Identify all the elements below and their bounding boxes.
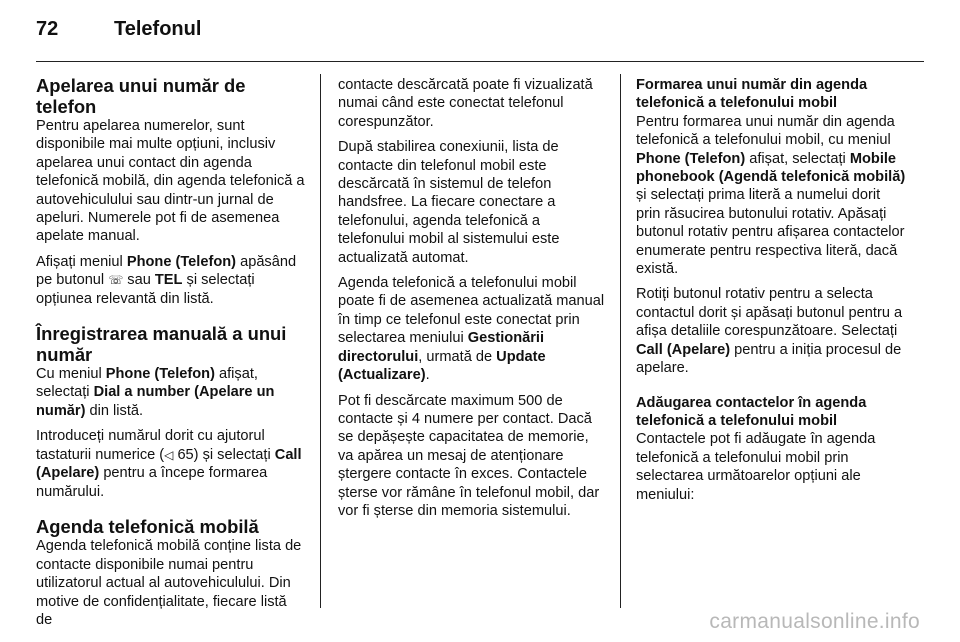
- column-2: [338, 76, 608, 527]
- chapter-title: Telefonul: [114, 18, 202, 40]
- paragraph-contacts-download: După stabilirea conexiunii, lista de contacte din telefonul mobil este descărcată în sistemul de telefon handsfree. La fiecare conectare a telefonului, agenda telefonică a telefonului mobil al sistemului este actualizată automat.: [338, 139, 560, 266]
- paragraph-add-contacts: Contactele pot fi adăugate în agenda telefonică a telefonului mobil prin selectarea următoarelor opțiuni ale meniului:: [636, 431, 876, 503]
- phone-icon: ☏: [108, 273, 124, 288]
- paragraph-dial-from-phonebook: Pentru formarea unui număr din agenda telefonică a telefonului mobil, cu meniul Phone (Telefon) afișat, selectați Mobile phonebook (Agendă telefonică mobilă) și selectați prima literă a numelui dorit prin răsucirea butonului rotativ. Apăsați butonul rotativ pentru afișarea contactelor enumerate pentru respectiva literă, dacă există.: [636, 113, 906, 278]
- paragraph-manual-update: Agenda telefonică a telefonului mobil poate fi de asemenea actualizată manual în timp ce telefonul este conectat prin selectarea meniului Gestionării directorului, urmată de Update (Actualizare).: [338, 275, 605, 384]
- paragraph-select-contact: Rotiți butonul rotativ pentru a selecta contactul dorit și apăsați butonul pentru a afișa detaliile corespunzătoare. Selectați Call (Apelare) pentru a iniția procesul de apelare.: [636, 286, 903, 377]
- paragraph-dial-intro: Pentru apelarea numerelor, sunt disponibile mai multe opțiuni, inclusiv apelarea unui contact din agenda telefonică mobilă, din agenda telefonică a autovehiculului sau dintr-un jurnal de apeluri. Numerele pot fi de asemenea apelate manual.: [36, 118, 305, 245]
- column-divider-1: [320, 74, 321, 608]
- paragraph-manual-menu: Cu meniul Phone (Telefon) afișat, selectați Dial a number (Apelare un număr) din listă.: [36, 366, 275, 419]
- page-header: [36, 18, 201, 41]
- page-reference-icon: ◁: [164, 447, 174, 462]
- page-number: 72: [36, 18, 59, 40]
- paragraph-phone-menu: Afișați meniul Phone (Telefon) apăsând pe butonul ☏ sau TEL și selectați opțiunea relevantă din listă.: [36, 253, 297, 307]
- paragraph-contact-limit: Pot fi descărcate maximum 500 de contacte și 4 numere per contact. Dacă se depășește capacitatea de memorie, va apărea un mesaj de atenționare ștergere contacte în exces. Contactele șterse vor rămâne în telefonul mobil, dar vor fi șterse din memoria sistemului.: [338, 392, 600, 519]
- paragraph-manual-keypad: Introduceți numărul dorit cu ajutorul tastaturii numerice (◁ 65) și selectați Call (Apelare) pentru a începe formarea numărului.: [36, 428, 302, 500]
- column-1: [36, 76, 306, 636]
- heading-dial-number: Apelarea unui număr de telefon: [36, 75, 246, 117]
- heading-manual-entry: Înregistrarea manuală a unui număr: [36, 323, 287, 365]
- watermark: carmanualsonline.info: [709, 610, 920, 633]
- heading-dial-from-phonebook: Formarea unui număr din agenda telefonică a telefonului mobil: [636, 77, 868, 112]
- heading-add-contacts: Adăugarea contactelor în agenda telefonică a telefonului mobil: [636, 394, 867, 429]
- paragraph-contacts-visible: contacte descărcată poate fi vizualizată numai când este conectat telefonul corespunzător.: [338, 77, 593, 130]
- paragraph-mobile-phonebook: Agenda telefonică mobilă conține lista de contacte disponibile numai pentru utilizatorul actual al autovehiculului. Din motive de confidențialitate, fiecare listă de: [36, 538, 302, 629]
- header-rule: [36, 61, 924, 62]
- column-3: [636, 76, 908, 511]
- heading-mobile-phonebook: Agenda telefonică mobilă: [36, 515, 259, 537]
- column-divider-2: [620, 74, 621, 608]
